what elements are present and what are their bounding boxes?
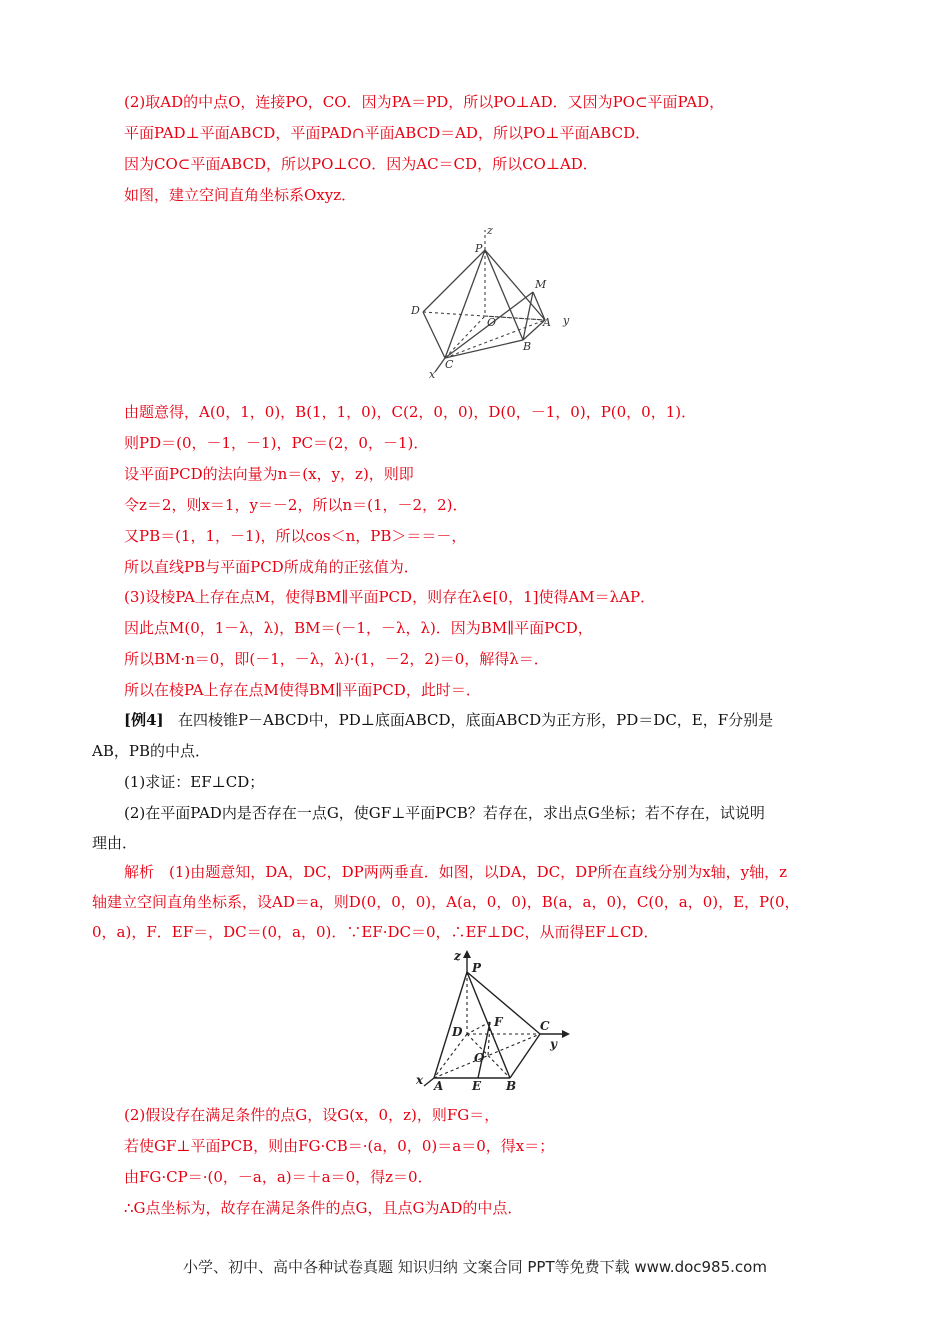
fig2-label: F bbox=[494, 1015, 503, 1029]
fig1-label: A bbox=[543, 316, 551, 329]
fig1-label: M bbox=[535, 278, 547, 291]
solution-line: 由FG·CP＝·(0，－a，a)＝＋a＝0，得z＝0． bbox=[124, 1168, 433, 1186]
question-line: (1)求证：EF⊥CD； bbox=[124, 773, 265, 791]
fig2-label: y bbox=[550, 1037, 557, 1051]
solution-line: 令z＝2，则x＝1，y＝－2，所以n＝(1，－2，2)． bbox=[124, 496, 468, 514]
solution-line: 0，a)，F．EF＝，DC＝(0，a，0)．∵EF·DC＝0，∴EF⊥DC，从而得EF⊥CD． bbox=[92, 923, 659, 941]
solution-line: 因此点M(0，1－λ，λ)，BM＝(－1，－λ，λ)．因为BM∥平面PCD， bbox=[124, 619, 593, 637]
fig1-label: O bbox=[487, 316, 497, 329]
solution-line: 则PD＝(0，－1，－1)，PC＝(2，0，－1)． bbox=[124, 434, 429, 452]
solution-line: 解析 (1)由题意知，DA，DC，DP两两垂直．如图，以DA，DC，DP所在直线分别为x轴，y轴，z bbox=[124, 863, 788, 881]
solution-line: 所以在棱PA上存在点M使得BM∥平面PCD，此时＝． bbox=[124, 681, 481, 699]
example-line: AB，PB的中点． bbox=[92, 742, 210, 760]
solution-line: (2)假设存在满足条件的点G，设G(x，0，z)，则FG＝， bbox=[124, 1106, 500, 1124]
fig2-label: B bbox=[506, 1079, 517, 1093]
fig2-label: C bbox=[540, 1019, 550, 1033]
fig1-label: P bbox=[475, 242, 483, 255]
fig1-label: D bbox=[411, 304, 420, 317]
fig1-label: C bbox=[445, 358, 454, 371]
solution-line: 如图，建立空间直角坐标系Oxyz． bbox=[124, 186, 357, 204]
fig2-label: x bbox=[416, 1073, 424, 1087]
fig1-label: y bbox=[563, 314, 570, 327]
solution-line: 轴建立空间直角坐标系，设AD＝a，则D(0，0，0)，A(a，0，0)，B(a，a，0)，C(0，a，0)，E，P(0， bbox=[92, 893, 800, 911]
solution-line: (2)取AD的中点O，连接PO，CO．因为PA＝PD，所以PO⊥AD．又因为PO⊂平面PAD， bbox=[124, 93, 725, 111]
fig1-label: B bbox=[523, 340, 532, 353]
solution-line: (3)设棱PA上存在点M，使得BM∥平面PCD，则存在λ∈[0，1]使得AM＝λAP． bbox=[124, 588, 656, 606]
solution-line: 平面PAD⊥平面ABCD，平面PAD∩平面ABCD＝AD，所以PO⊥平面ABCD． bbox=[124, 124, 651, 142]
example-text: 在四棱锥P－ABCD中，PD⊥底面ABCD，底面ABCD为正方形，PD＝DC，E，F分别是 bbox=[177, 711, 774, 729]
solution-line: 又PB＝(1，1，－1)，所以cos＜n，PB＞＝＝－， bbox=[124, 527, 467, 545]
question-line: (2)在平面PAD内是否存在一点G，使GF⊥平面PCB？若存在，求出点G坐标；若不存在，试说明 bbox=[124, 804, 765, 822]
solution-line: 由题意得，A(0，1，0)，B(1，1，0)，C(2，0，0)，D(0，－1，0)，P(0，0，1)． bbox=[124, 403, 697, 421]
solution-line: 设平面PCD的法向量为n＝(x，y，z)，则即 bbox=[124, 465, 414, 483]
fig1-label: z bbox=[487, 224, 493, 237]
fig2-label: P bbox=[472, 961, 482, 975]
fig2-label: D bbox=[452, 1025, 463, 1039]
pyramid-figure-2 bbox=[412, 950, 577, 1095]
fig1-label: x bbox=[429, 368, 436, 381]
fig2-label: O bbox=[474, 1051, 485, 1065]
example-tag: [例4] bbox=[124, 711, 164, 729]
solution-line: 若使GF⊥平面PCB，则由FG·CB＝·(a，0，0)＝a＝0，得x＝； bbox=[124, 1137, 555, 1155]
solution-line: 因为CO⊂平面ABCD，所以PO⊥CO．因为AC＝CD，所以CO⊥AD． bbox=[124, 155, 598, 173]
solution-line: ∴G点坐标为，故存在满足条件的点G，且点G为AD的中点． bbox=[124, 1199, 523, 1217]
fig2-label: E bbox=[472, 1079, 482, 1093]
pyramid-figure-1 bbox=[405, 222, 585, 382]
fig2-label: z bbox=[454, 950, 461, 963]
fig2-label: A bbox=[434, 1079, 444, 1093]
example-line bbox=[124, 710, 773, 730]
question-line: 理由． bbox=[92, 834, 138, 852]
solution-line: 所以直线PB与平面PCD所成角的正弦值为． bbox=[124, 558, 419, 576]
solution-line: 所以BM·n＝0，即(－1，－λ，λ)·(1，－2，2)＝0，解得λ＝． bbox=[124, 650, 549, 668]
page-footer: 小学、初中、高中各种试卷真题 知识归纳 文案合同 PPT等免费下载 www.doc985.com bbox=[183, 1258, 767, 1276]
